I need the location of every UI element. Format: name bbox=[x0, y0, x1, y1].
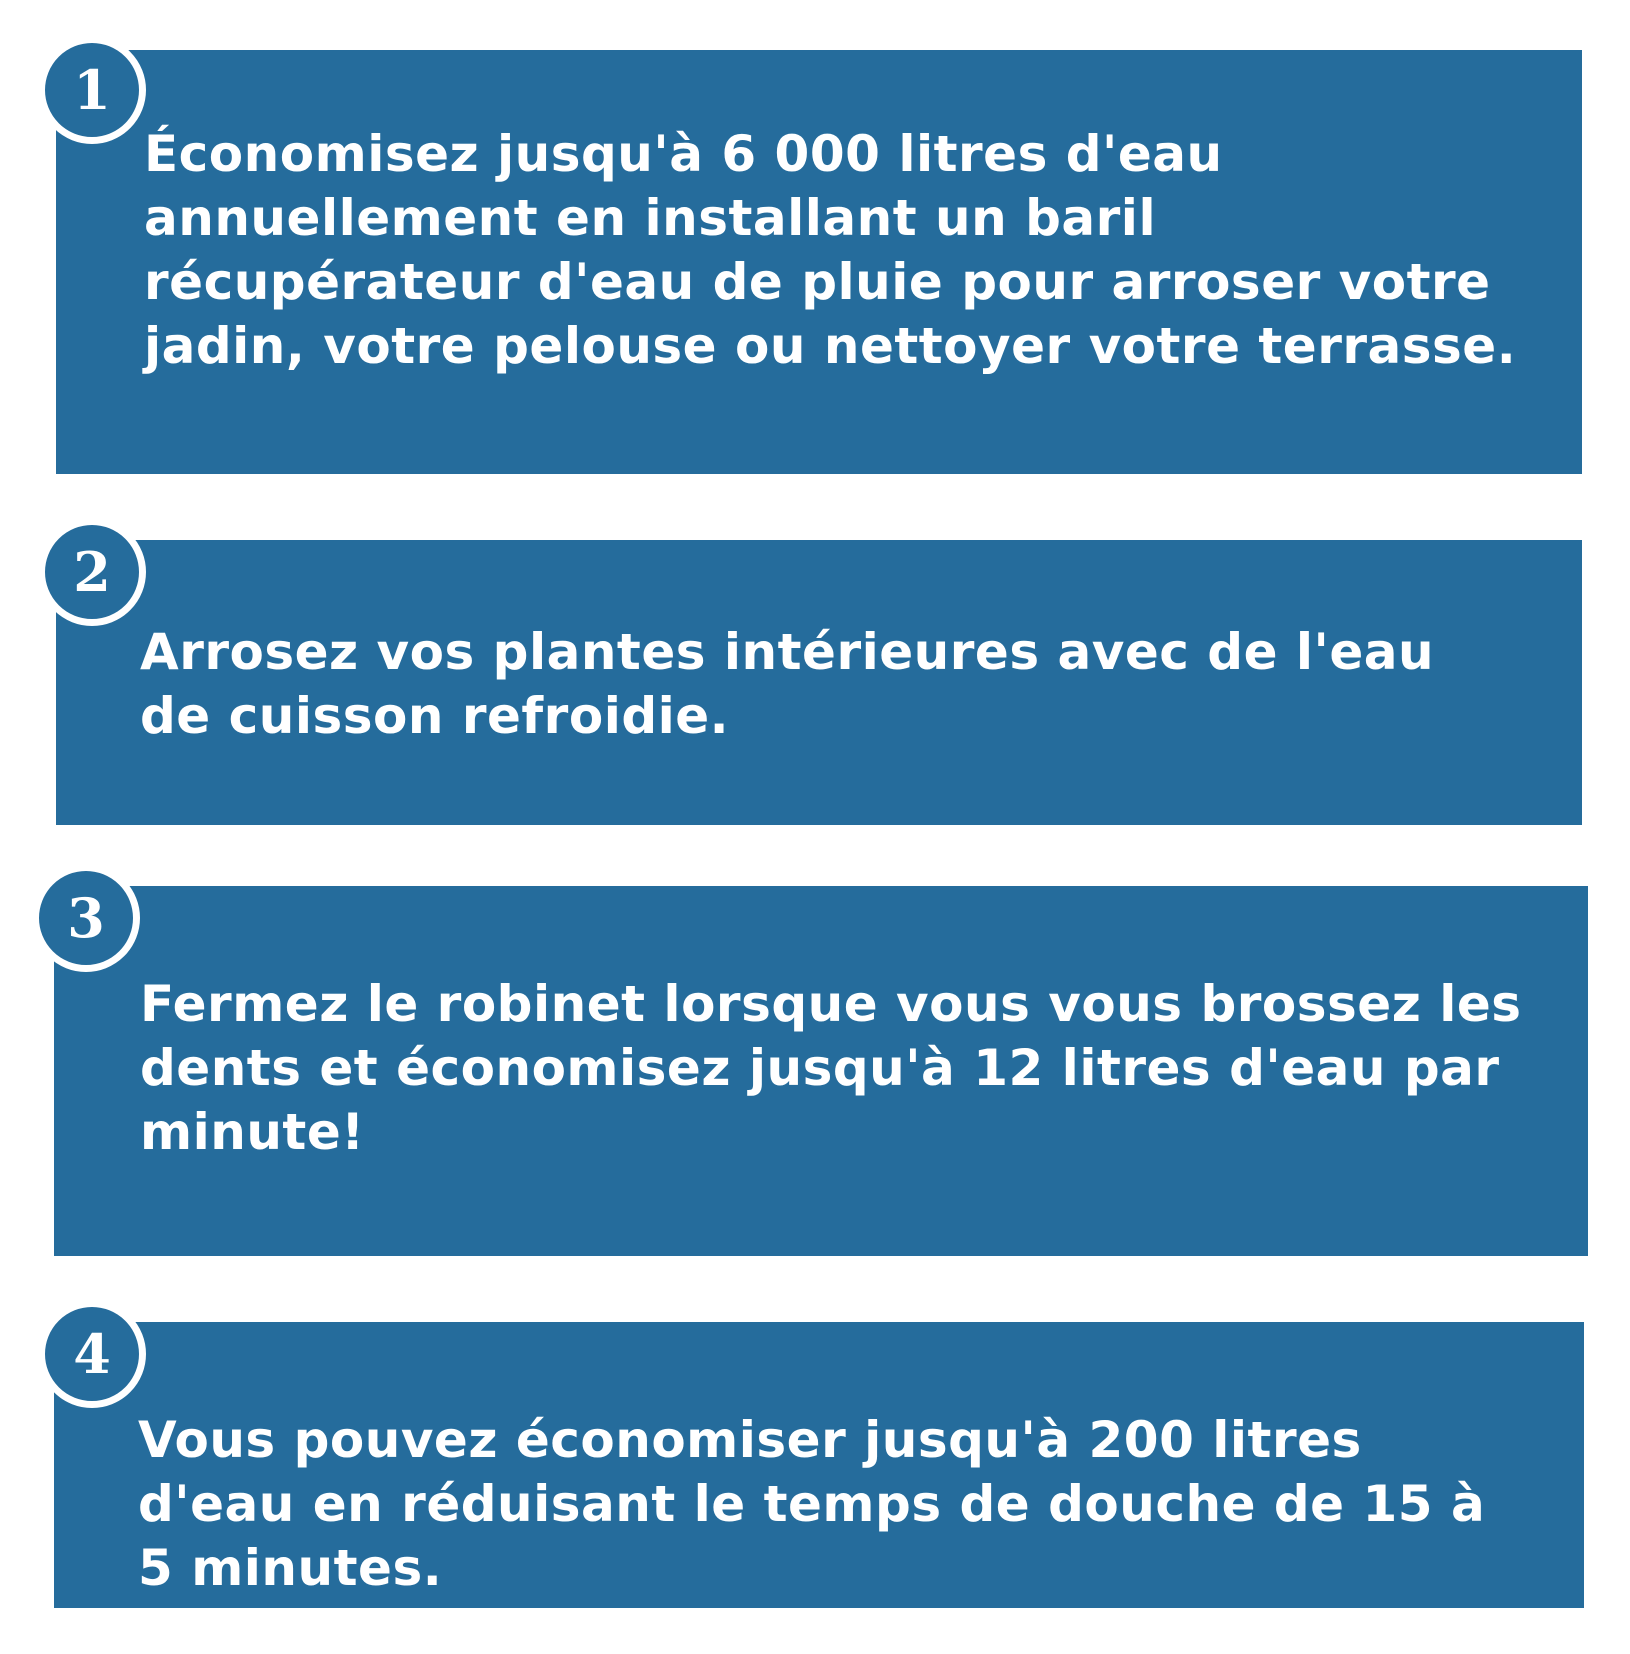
tip-number-badge-1: 1 bbox=[38, 36, 146, 144]
tip-card-4 bbox=[54, 1322, 1584, 1608]
tip-card-1 bbox=[56, 50, 1582, 474]
tip-number-badge-4: 4 bbox=[38, 1300, 146, 1408]
tip-text: Vous pouvez économiser jusqu'à 200 litres d'eau en réduisant le temps de douche de 15 à 5 minutes. bbox=[138, 1411, 1486, 1597]
tip-text: Économisez jusqu'à 6 000 litres d'eau annuellement en installant un baril récupérateur d'eau de pluie pour arroser votre jadin, votre pelouse ou nettoyer votre terrasse. bbox=[144, 125, 1517, 375]
tip-card-2 bbox=[56, 540, 1582, 825]
tip-text: Arrosez vos plantes intérieures avec de l'eau de cuisson refroidie. bbox=[140, 623, 1435, 745]
tip-card-3 bbox=[54, 886, 1588, 1256]
tip-number-badge-2: 2 bbox=[38, 518, 146, 626]
tip-text: Fermez le robinet lorsque vous vous brossez les dents et économisez jusqu'à 12 litres d'eau par minute! bbox=[140, 975, 1522, 1161]
tip-number-badge-3: 3 bbox=[32, 864, 140, 972]
